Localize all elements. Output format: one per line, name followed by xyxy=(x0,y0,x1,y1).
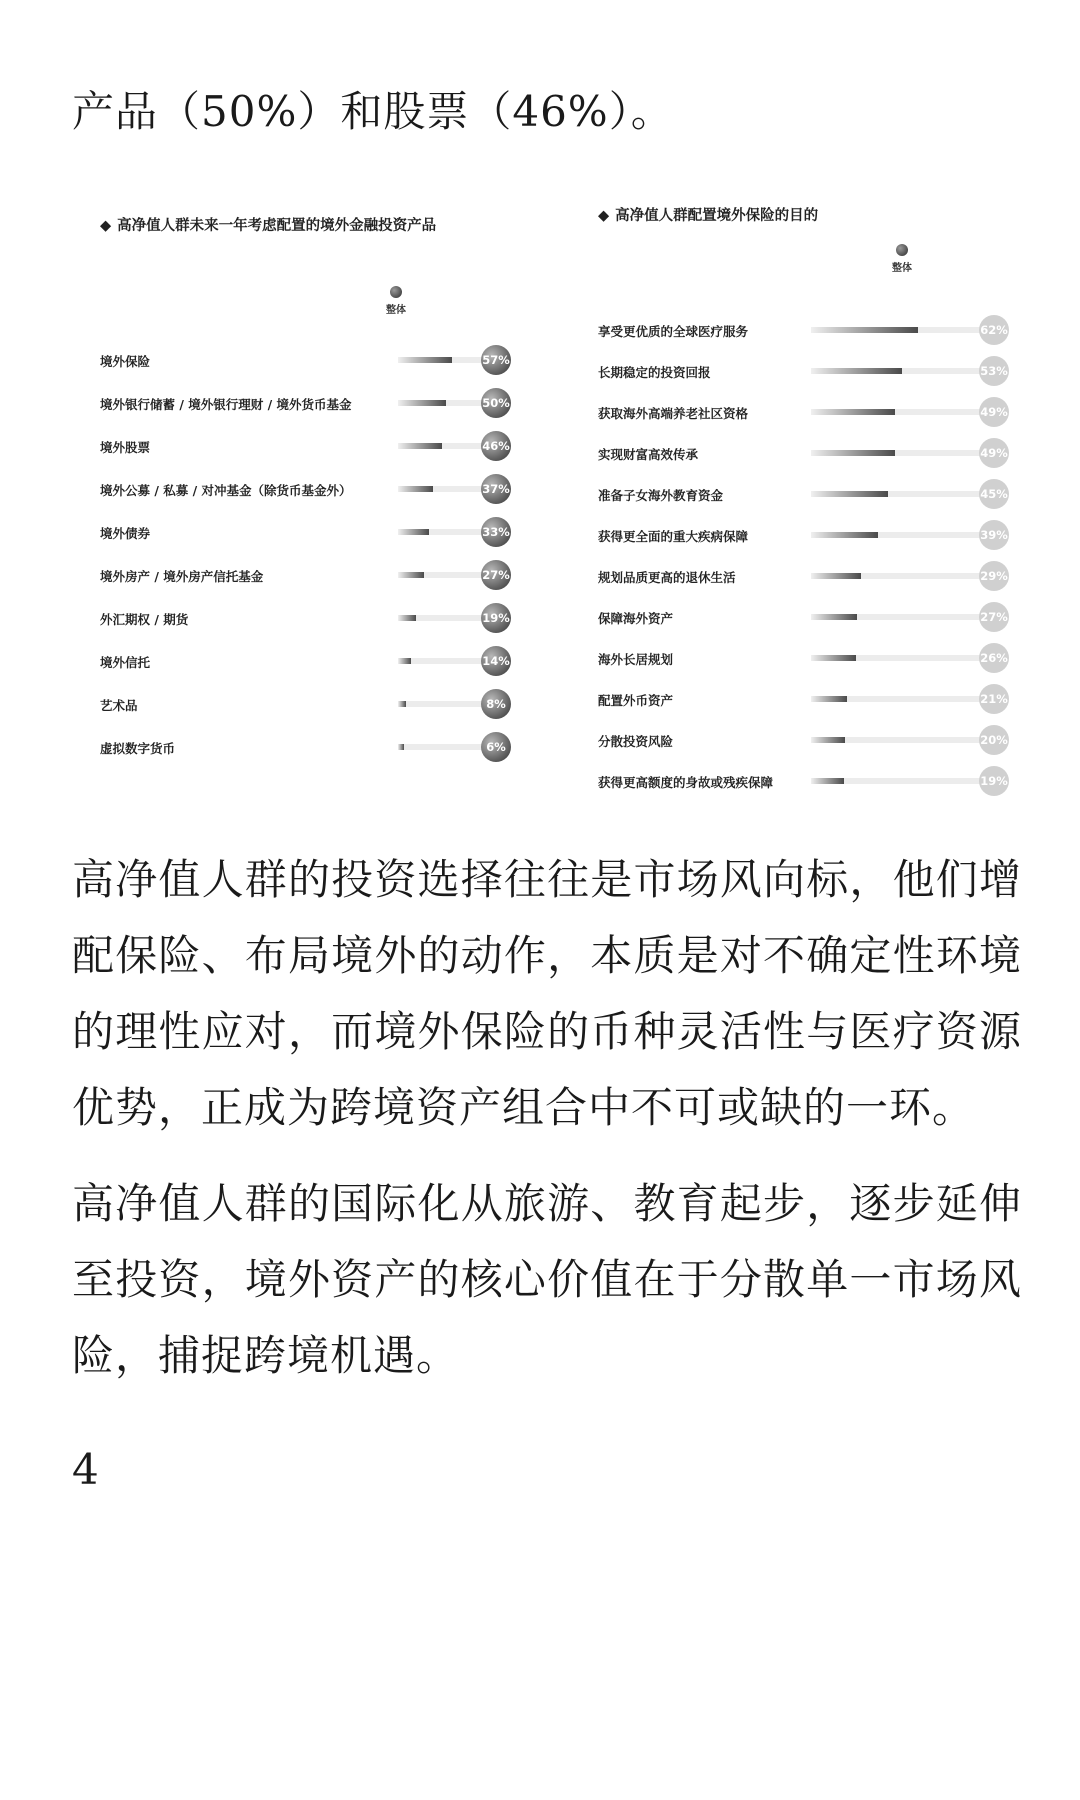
category-label: 境外公募 / 私募 / 对冲基金（除货币基金外） xyxy=(100,483,352,498)
value-label: 26% xyxy=(979,643,1009,673)
bar-track xyxy=(398,529,493,535)
bar-track xyxy=(398,443,493,449)
bar-row xyxy=(100,345,530,375)
bar-row xyxy=(100,689,530,719)
bar-track xyxy=(398,572,493,578)
bar xyxy=(398,357,452,363)
value-label: 46% xyxy=(481,431,511,461)
value-label: 50% xyxy=(481,388,511,418)
value-label: 33% xyxy=(481,517,511,547)
category-label: 境外股票 xyxy=(100,440,151,455)
value-label: 45% xyxy=(979,479,1009,509)
category-label: 艺术品 xyxy=(100,698,138,713)
category-label: 保障海外资产 xyxy=(598,611,674,626)
value-label: 27% xyxy=(481,560,511,590)
bar xyxy=(811,737,845,743)
bar-track xyxy=(398,701,493,707)
category-label: 境外房产 / 境外房产信托基金 xyxy=(100,569,264,584)
value-label: 8% xyxy=(481,689,511,719)
bar-row xyxy=(100,603,530,633)
diamond-icon: ◆ xyxy=(100,218,112,234)
bar xyxy=(811,327,918,333)
bar xyxy=(811,573,861,579)
bar xyxy=(398,701,406,707)
bar-row xyxy=(100,732,530,762)
bar-row xyxy=(598,561,1028,591)
bar-track xyxy=(398,486,493,492)
bar-row xyxy=(598,356,1028,386)
bar-row xyxy=(598,315,1028,345)
value-label: 62% xyxy=(979,315,1009,345)
bar xyxy=(811,655,856,661)
diamond-icon: ◆ xyxy=(598,208,610,224)
value-label: 53% xyxy=(979,356,1009,386)
bar-track xyxy=(398,615,493,621)
bar xyxy=(811,450,895,456)
bar xyxy=(811,614,857,620)
bar xyxy=(811,532,878,538)
bar-track xyxy=(398,658,493,664)
bar-track xyxy=(811,614,983,620)
category-label: 获得更全面的重大疾病保障 xyxy=(598,529,749,544)
bar-row xyxy=(100,474,530,504)
category-label: 境外债券 xyxy=(100,526,151,541)
bar xyxy=(811,696,847,702)
bar-track xyxy=(811,532,983,538)
chart-legend xyxy=(376,286,416,316)
bar-row xyxy=(598,602,1028,632)
bar-track xyxy=(811,573,983,579)
bar-track xyxy=(398,357,493,363)
category-label: 分散投资风险 xyxy=(598,734,674,749)
value-label: 49% xyxy=(979,438,1009,468)
category-label: 境外保险 xyxy=(100,354,151,369)
category-label: 实现财富高效传承 xyxy=(598,447,699,462)
bar xyxy=(811,491,888,497)
bar-row xyxy=(100,388,530,418)
bar-track xyxy=(398,400,493,406)
bar-row xyxy=(598,684,1028,714)
category-label: 海外长居规划 xyxy=(598,652,674,667)
category-label: 虚拟数字货币 xyxy=(100,741,176,756)
bar xyxy=(811,368,902,374)
category-label: 外汇期权 / 期货 xyxy=(100,612,189,627)
chart-title xyxy=(598,204,818,225)
category-label: 境外信托 xyxy=(100,655,151,670)
value-label: 14% xyxy=(481,646,511,676)
bar-row xyxy=(598,766,1028,796)
bar-track xyxy=(811,450,983,456)
bar xyxy=(398,486,433,492)
bar-track xyxy=(811,491,983,497)
bar-track xyxy=(811,368,983,374)
bar-track xyxy=(811,696,983,702)
value-label: 19% xyxy=(979,766,1009,796)
chart-title-text: 高净值人群配置境外保险的目的 xyxy=(615,208,819,224)
bar xyxy=(811,409,895,415)
value-label: 27% xyxy=(979,602,1009,632)
bar-row xyxy=(100,646,530,676)
bar xyxy=(398,615,416,621)
bar-track xyxy=(811,778,983,784)
chart-title xyxy=(100,214,436,235)
bar-track xyxy=(398,744,493,750)
page-number: 4 xyxy=(72,1445,99,1494)
category-label: 配置外币资产 xyxy=(598,693,674,708)
legend-label: 整体 xyxy=(892,263,912,274)
chart-title-text: 高净值人群未来一年考虑配置的境外金融投资产品 xyxy=(117,218,437,234)
category-label: 境外银行储蓄 / 境外银行理财 / 境外货币基金 xyxy=(100,397,352,412)
value-label: 37% xyxy=(481,474,511,504)
intro-line: 产品（50%）和股票（46%）。 xyxy=(72,87,674,136)
category-label: 获取海外高端养老社区资格 xyxy=(598,406,749,421)
value-label: 19% xyxy=(481,603,511,633)
bar-track xyxy=(811,327,983,333)
value-label: 21% xyxy=(979,684,1009,714)
bar xyxy=(398,443,442,449)
bar-row xyxy=(100,431,530,461)
bar-track xyxy=(811,409,983,415)
category-label: 享受更优质的全球医疗服务 xyxy=(598,324,749,339)
value-label: 6% xyxy=(481,732,511,762)
value-label: 29% xyxy=(979,561,1009,591)
bar-row xyxy=(598,725,1028,755)
bar-row xyxy=(100,517,530,547)
bar-row xyxy=(598,438,1028,468)
bar xyxy=(398,658,411,664)
chart-legend xyxy=(882,244,922,274)
legend-label: 整体 xyxy=(386,305,406,316)
value-label: 39% xyxy=(979,520,1009,550)
bar-row xyxy=(598,479,1028,509)
bar-row xyxy=(598,520,1028,550)
category-label: 准备子女海外教育资金 xyxy=(598,488,724,503)
value-label: 57% xyxy=(481,345,511,375)
value-label: 20% xyxy=(979,725,1009,755)
legend-dot-icon xyxy=(896,244,908,256)
category-label: 获得更高额度的身故或残疾保障 xyxy=(598,775,774,790)
legend-dot-icon xyxy=(390,286,402,298)
bar xyxy=(398,572,424,578)
body-paragraph-2: 高净值人群的国际化从旅游、教育起步，逐步延伸至投资，境外资产的核心价值在于分散单一市场风险，捕捉跨境机遇。 xyxy=(72,1179,1022,1380)
value-label: 49% xyxy=(979,397,1009,427)
bar xyxy=(811,778,844,784)
category-label: 长期稳定的投资回报 xyxy=(598,365,711,380)
body-paragraph-1: 高净值人群的投资选择往往是市场风向标，他们增配保险、布局境外的动作，本质是对不确定性环境的理性应对，而境外保险的币种灵活性与医疗资源优势，正成为跨境资产组合中不可或缺的一环。 xyxy=(72,855,1022,1132)
bar-row xyxy=(100,560,530,590)
bar xyxy=(398,529,429,535)
bar-track xyxy=(811,737,983,743)
category-label: 规划品质更高的退休生活 xyxy=(598,570,736,585)
bar-row xyxy=(598,397,1028,427)
bar-track xyxy=(811,655,983,661)
bar xyxy=(398,744,404,750)
bar-row xyxy=(598,643,1028,673)
bar xyxy=(398,400,446,406)
